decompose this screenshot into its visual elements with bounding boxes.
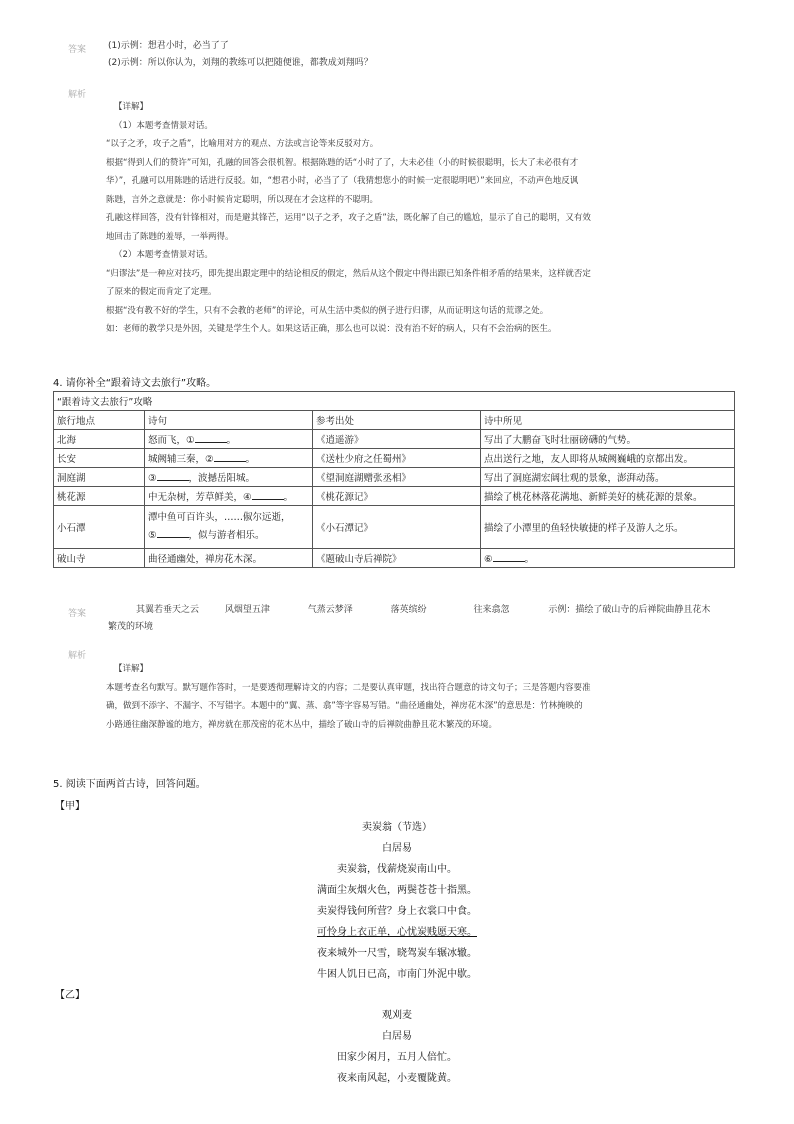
explain-line: 根据“没有教不好的学生，只有不会教的老师”的评论，可从生活中类似的例子进行归谬，从而证明这句话的荒谬之处。	[106, 305, 549, 316]
scene-cell: 描绘了桃花林落花满地、新鲜美好的桃花源的景象。	[481, 487, 735, 506]
explain-line: （2）本题考查情景对话。	[114, 250, 213, 260]
explain-line: “归谬法”是一种应对技巧，即先提出跟定理中的结论相反的假定，然后从这个假定中得出跟已知条件相矛盾的结果来，这样就否定	[106, 268, 591, 279]
answer-item: 其翼若垂天之云	[136, 605, 200, 615]
poem-label: 【乙】	[55, 990, 85, 1001]
header-scene: 诗中所见	[481, 411, 735, 430]
table-row	[54, 468, 735, 487]
explain-line: 孔融这样回答，没有针锋相对，而是避其锋芒，运用“以子之矛，攻子之盾”法，既化解了自己的尴尬，显示了自己的聪明，又有效	[106, 213, 591, 223]
scene-cell: 描绘了小潭里的鱼轻快敏捷的样子及游人之乐。	[481, 506, 735, 549]
blank-line	[195, 433, 227, 443]
poem-line: 牛困人饥日已高，市南门外泥中歇。	[317, 969, 477, 980]
table-row	[54, 487, 735, 506]
verse-cell: 怒而飞，① 。	[145, 430, 313, 449]
place-cell: 破山寺	[54, 549, 145, 568]
poem-author: 白居易	[382, 1031, 412, 1042]
q5-question: 5. 阅读下面两首古诗，回答问题。	[53, 779, 206, 790]
poem-line-underlined: 可怜身上衣正单，心忧炭贱愿天寒。	[317, 927, 477, 938]
blank-line	[214, 452, 246, 462]
table-row	[54, 449, 735, 468]
answer-item: 示例：描绘了破山寺的后禅院曲静且花木	[548, 605, 711, 615]
table-row	[54, 430, 735, 449]
verse-cell: 城阙辅三秦，② 。	[145, 449, 313, 468]
answer-line: (2)示例：所以你认为，刘翔的教练可以把随便谁，都教成刘翔吗？	[108, 58, 373, 68]
explain-line: 确，做到不添字、不漏字、不写错字。本题中的“翼、蒸、翕”等字容易写错。“曲径通幽处，禅房花木深”的意思是：竹林掩映的	[106, 701, 583, 711]
poem-line: 卖炭翁，伐薪烧炭南山中。	[337, 864, 457, 875]
explain-tag: 解析	[68, 651, 87, 661]
answer-item: 落英缤纷	[390, 605, 427, 615]
explain-line: 小路通往幽深静谧的地方，禅房就在那茂密的花木丛中，描绘了破山寺的后禅院曲静且花木繁茂的环境。	[106, 719, 498, 730]
verse-cell: 中无杂树，芳草鲜美，④ 。	[145, 487, 313, 506]
source-cell: 《送杜少府之任蜀州》	[313, 449, 481, 468]
q4-question: 4. 请你补全“跟着诗文去旅行”攻略。	[53, 378, 217, 389]
explain-line: 根据“得到人们的赞许”可知，孔融的回答会很机智。根据陈韪的话“小时了了，大未必佳（小的时候很聪明，长大了未必很有才	[106, 157, 579, 168]
verse-cell: ③ ，波撼岳阳城。	[145, 468, 313, 487]
explain-line: 陈韪，言外之意就是：你小时候肯定聪明，所以现在才会这样的不聪明。	[106, 194, 379, 205]
q3-explanation	[106, 98, 591, 339]
place-cell: 北海	[54, 430, 145, 449]
travel-guide-table	[53, 391, 735, 568]
poem-author: 白居易	[382, 843, 412, 854]
q4-answers	[136, 602, 710, 619]
poem-line: 田家少闲月，五月人倍忙。	[337, 1052, 457, 1063]
source-cell: 《逍遥游》	[313, 430, 481, 449]
poem-line: 满面尘灰烟火色，两鬓苍苍十指黑。	[317, 885, 477, 896]
poem-line: 夜来城外一尺雪，晓驾炭车辗冰辙。	[317, 948, 477, 959]
explain-line: 华）”，孔融可以用陈韪的话进行反驳。如，“想君小时，必当了了（我猜想您小的时候一定很聪明吧）”来回应，不动声色地反讽	[106, 176, 579, 186]
answer-item: 气蒸云梦泽	[307, 605, 353, 615]
answer-line: 繁茂的环境	[108, 622, 154, 632]
place-cell: 小石潭	[54, 506, 145, 549]
explain-line: （1）本题考查情景对话。	[114, 120, 213, 131]
header-place: 旅行地点	[54, 411, 145, 430]
scene-cell: 点出送行之地，友人即将从城阙巍峨的京都出发。	[481, 449, 735, 468]
explain-line: 地回击了陈韪的羞辱，一举两得。	[106, 231, 234, 242]
answer-item: 风烟望五津	[224, 605, 270, 615]
source-cell: 《小石潭记》	[313, 506, 481, 549]
explain-line: 如：老师的教学只是外因，关键是学生个人。如果这话正确，那么也可以说：没有治不好的病人，只有不会治病的医生。	[106, 324, 557, 334]
poem-label: 【甲】	[55, 801, 85, 812]
source-cell: 《题破山寺后禅院》	[313, 549, 481, 568]
blank-line	[157, 528, 189, 538]
poem-title: 卖炭翁（节选）	[362, 822, 432, 833]
poem-title: 观刈麦	[382, 1010, 412, 1021]
blank-line	[157, 471, 189, 481]
answer-tag: 答案	[68, 609, 87, 619]
explain-line: 了原来的假定而肯定了定理。	[106, 287, 217, 297]
explain-line: 【详解】	[114, 664, 149, 674]
blank-line	[252, 490, 284, 500]
table-title: “跟着诗文去旅行”攻略	[54, 392, 735, 411]
q4-explanation	[106, 660, 591, 734]
answer-line: (1)示例：想君小时，必当了了	[108, 41, 229, 51]
scene-cell: 写出了大鹏奋飞时壮丽磅礴的气势。	[481, 430, 735, 449]
place-cell: 长安	[54, 449, 145, 468]
verse-cell: 曲径通幽处，禅房花木深。	[145, 549, 313, 568]
poem-line: 卖炭得钱何所营？身上衣裳口中食。	[317, 906, 477, 917]
explain-line: 本题考查名句默写。默写题作答时，一是要透彻理解诗文的内容；二是要认真审题，找出符合题意的诗文句子；三是答题内容要准	[106, 682, 591, 693]
source-cell: 《望洞庭湖赠张丞相》	[313, 468, 481, 487]
table-row	[54, 549, 735, 568]
scene-cell: 写出了洞庭湖宏阔壮观的景象，澎湃动荡。	[481, 468, 735, 487]
answer-item: 往来翕忽	[473, 605, 510, 615]
table-header-row	[54, 411, 735, 430]
verse-cell: 潭中鱼可百许头，……俶尔远逝， ⑤ ，似与游者相乐。	[145, 506, 313, 549]
q3-answer	[108, 38, 373, 72]
explain-tag: 解析	[68, 90, 87, 100]
header-verse: 诗句	[145, 411, 313, 430]
blank-line	[493, 552, 525, 562]
explain-line: “以子之矛，攻子之盾”，比喻用对方的观点、方法或言论等来反驳对方。	[106, 139, 379, 149]
source-cell: 《桃花源记》	[313, 487, 481, 506]
place-cell: 桃花源	[54, 487, 145, 506]
scene-cell: ⑥ 。	[481, 549, 735, 568]
place-cell: 洞庭湖	[54, 468, 145, 487]
answer-tag: 答案	[68, 45, 87, 55]
poem-line: 夜来南风起，小麦覆陇黄。	[337, 1073, 457, 1084]
header-source: 参考出处	[313, 411, 481, 430]
table-row	[54, 506, 735, 549]
explain-line: 【详解】	[114, 102, 149, 112]
